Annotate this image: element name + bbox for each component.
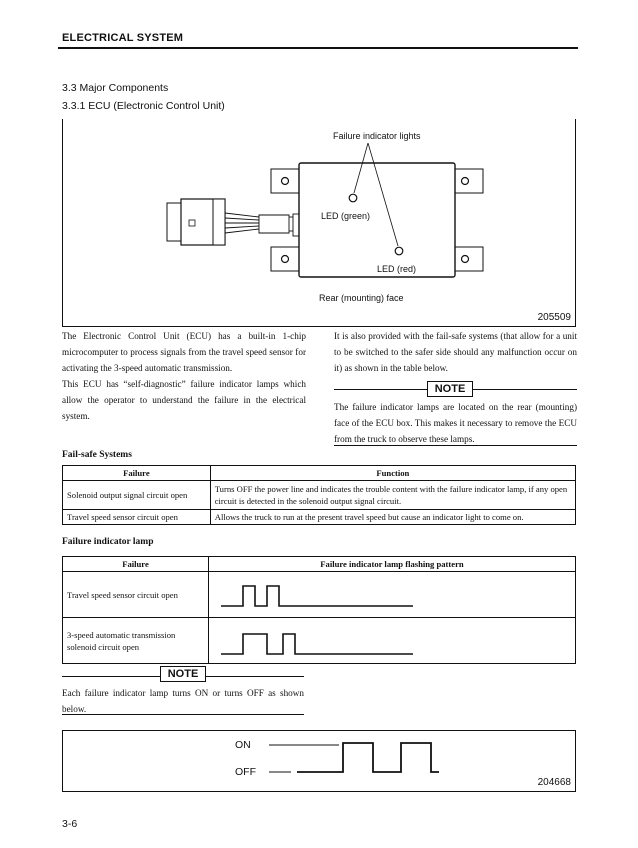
- failsafe-failure-cell: Travel speed sensor circuit open: [63, 510, 211, 525]
- failsafe-col-function: Function: [210, 466, 575, 481]
- led-green-label: LED (green): [321, 211, 371, 221]
- note2-text: Each failure indicator lamp turns ON or turns OFF as shown below.: [62, 688, 304, 714]
- note-text: The failure indicator lamps are located on the rear (mounting) face of the ECU box. This makes it necessary to remove the ECU from the truck to observe these lamps.: [334, 402, 577, 444]
- led-red-label: LED (red): [377, 264, 417, 274]
- lamp-col-failure: Failure: [63, 557, 209, 572]
- table-row: [63, 618, 576, 664]
- section-heading: 3.3 Major Components: [62, 82, 169, 94]
- intro-paragraph-1: The Electronic Control Unit (ECU) has a built-in 1-chip microcomputer to process signals from the travel speed sensor for activating the 3-speed automatic transmission.: [62, 331, 306, 373]
- failsafe-function-cell: Turns OFF the power line and indicates the trouble content with the failure indicator lamp, if any open circuit is detected in the solenoid output signal circuit.: [210, 481, 575, 510]
- on-off-figure: [62, 730, 576, 792]
- header-rule: [58, 47, 578, 49]
- on-off-waveform: [63, 731, 577, 793]
- lamp-col-pattern: Failure indicator lamp flashing pattern: [209, 557, 576, 572]
- table-row: [63, 510, 576, 525]
- failure-indicator-lights-label: Failure indicator lights: [333, 131, 421, 141]
- note-badge: NOTE: [427, 381, 473, 397]
- intro-text-left: [62, 328, 306, 424]
- failsafe-failure-cell: Solenoid output signal circuit open: [63, 481, 211, 510]
- page-number: 3-6: [62, 818, 78, 830]
- subsection-heading: 3.3.1 ECU (Electronic Control Unit): [62, 100, 225, 112]
- lamp-failure-cell: Travel speed sensor circuit open: [63, 572, 209, 618]
- on-label: ON: [235, 739, 251, 751]
- note2-rule-bottom: [62, 714, 304, 715]
- failsafe-function-cell: Allows the truck to run at the present travel speed but cause an indicator light to come on.: [210, 510, 575, 525]
- note2-badge: NOTE: [160, 666, 206, 682]
- figure2-code: 204668: [537, 777, 571, 788]
- lamp-failure-cell: 3-speed automatic transmission solenoid circuit open: [63, 618, 209, 664]
- lamp-pattern-cell: [209, 618, 576, 664]
- failsafe-intro-paragraph: It is also provided with the fail-safe systems (that allow for a unit to be switched to the safer side should any malfunction occur on it) as shown in the table below.: [334, 331, 577, 373]
- off-label: OFF: [235, 766, 256, 778]
- table-row: [63, 572, 576, 618]
- lamp-heading: Failure indicator lamp: [62, 537, 154, 547]
- page-header-title: ELECTRICAL SYSTEM: [62, 32, 184, 44]
- note-rule-bottom: [334, 445, 577, 446]
- figure-code: 205509: [537, 312, 571, 323]
- failsafe-heading: Fail-safe Systems: [62, 450, 132, 460]
- lamp-table: [62, 556, 576, 664]
- lamp-pattern-cell: [209, 572, 576, 618]
- pulse-pattern: [209, 572, 575, 617]
- ecu-figure: [62, 119, 576, 327]
- failsafe-col-failure: Failure: [63, 466, 211, 481]
- table-row: [63, 481, 576, 510]
- pulse-pattern: [209, 618, 575, 663]
- failsafe-table: [62, 465, 576, 525]
- intro-paragraph-2: This ECU has “self-diagnostic” failure indicator lamps which allow the operator to understand the failure in the electrical system.: [62, 379, 306, 421]
- rear-face-label: Rear (mounting) face: [319, 293, 404, 303]
